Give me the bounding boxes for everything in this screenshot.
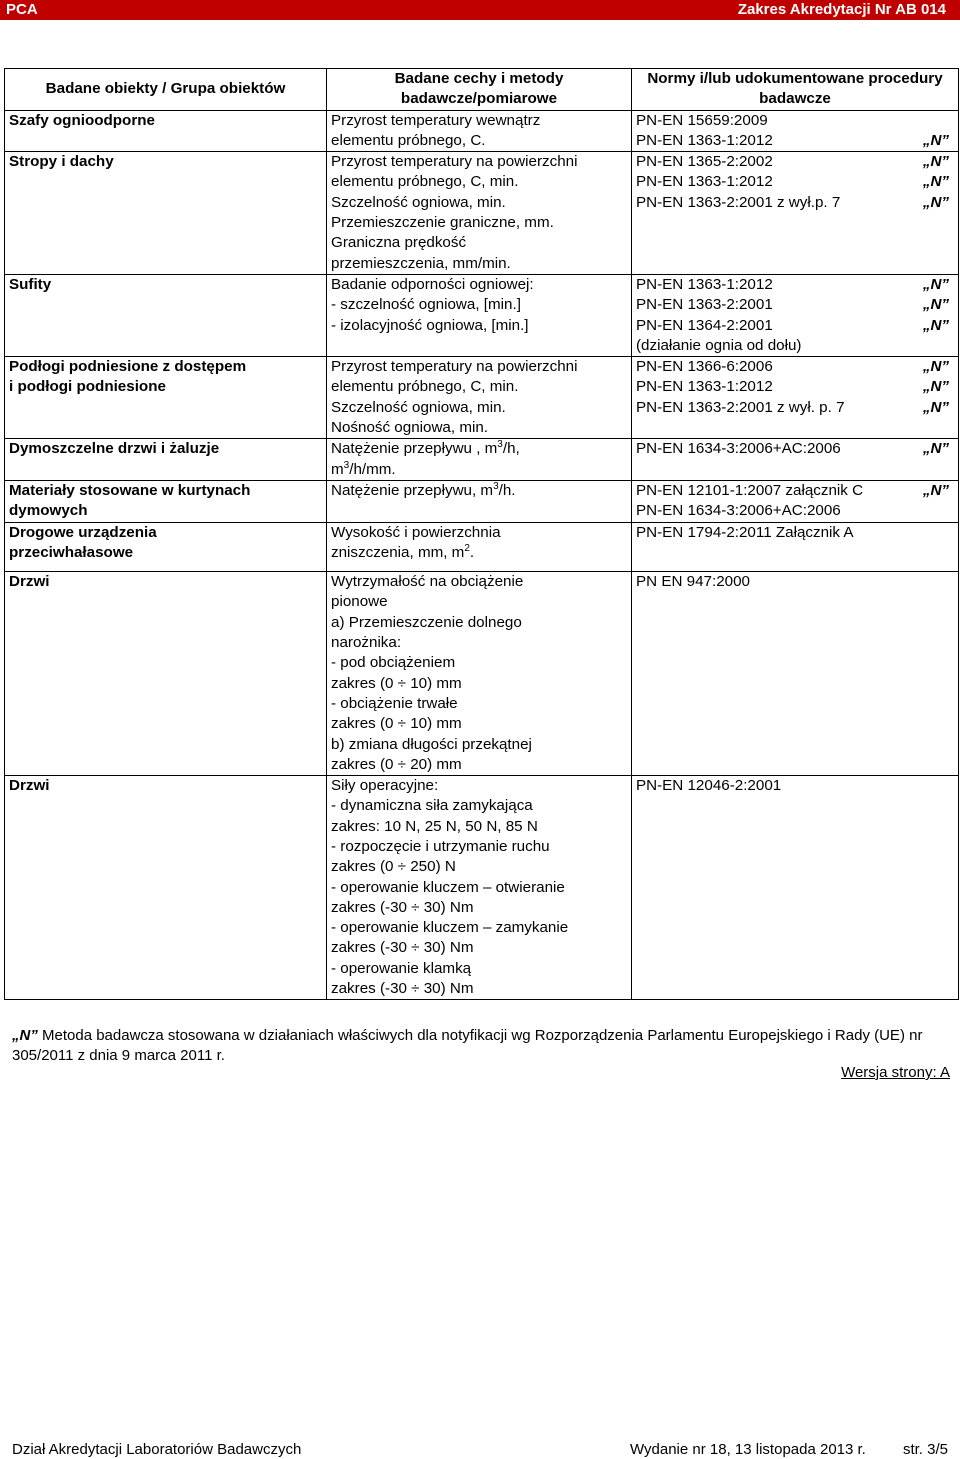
method-text: Przyrost temperatury na powierzchni xyxy=(331,358,578,376)
table-row xyxy=(5,480,959,522)
object-cell xyxy=(5,439,327,481)
norm-text: PN-EN 1363-1:2012 xyxy=(636,173,773,191)
notification-mark: „N” xyxy=(922,131,949,149)
method-text: - operowanie kluczem – otwieranie xyxy=(331,878,565,896)
methods-cell xyxy=(327,357,632,439)
notification-mark: „N” xyxy=(922,193,949,211)
method-text-part: /h. xyxy=(498,481,516,499)
norm-entry xyxy=(636,316,955,336)
object-cell xyxy=(5,572,327,776)
norm-entry xyxy=(636,776,955,796)
object-text: Szafy ognioodporne xyxy=(9,111,155,129)
method-text: Przemieszczenie graniczne, mm. xyxy=(331,214,554,232)
notification-mark: „N” xyxy=(922,316,949,334)
norm-text: PN-EN 1363-2:2001 xyxy=(636,296,773,314)
norms-cell xyxy=(632,357,959,439)
method-text: Przyrost temperatury na powierzchni xyxy=(331,153,578,171)
methods-cell xyxy=(327,522,632,572)
method-text: Wytrzymałość na obciążenie xyxy=(331,573,524,591)
method-text: Przyrost temperatury wewnątrz xyxy=(331,111,541,129)
method-text-part: Natężenie przepływu , m xyxy=(331,440,498,458)
method-text: - obciążenie trwałe xyxy=(331,694,458,712)
notification-mark: „N” xyxy=(922,296,949,314)
method-text: elementu próbnego, C, min. xyxy=(331,378,519,396)
table-header-row xyxy=(5,69,959,111)
object-cell xyxy=(5,776,327,1000)
object-cell xyxy=(5,522,327,572)
object-text: przeciwhałasowe xyxy=(9,543,134,561)
method-text: - operowanie kluczem – zamykanie xyxy=(331,919,569,937)
footnote-mark: „N” xyxy=(12,1027,38,1044)
notification-mark xyxy=(949,336,955,356)
method-text: Szczelność ogniowa, min. xyxy=(331,193,506,211)
norm-text: PN-EN 12101-1:2007 załącznik C xyxy=(636,481,864,499)
method-text: przemieszczenia, mm/min. xyxy=(331,254,511,272)
norm-text: PN-EN 1363-1:2012 xyxy=(636,131,773,149)
norm-entry xyxy=(636,523,955,543)
page-version: Wersja strony: A xyxy=(841,1064,950,1081)
object-text: Podłogi podniesione z dostępem xyxy=(9,358,247,376)
norm-text: PN-EN 1363-2:2001 z wył.p. 7 xyxy=(636,193,841,211)
norm-text: PN-EN 1634-3:2006+AC:2006 xyxy=(636,502,841,520)
notification-mark: „N” xyxy=(922,275,949,293)
norm-text: PN-EN 15659:2009 xyxy=(636,111,768,129)
norm-entry xyxy=(636,131,955,151)
norm-entry xyxy=(636,336,955,356)
method-text: zakres (0 ÷ 250) N xyxy=(331,858,456,876)
method-text-part: . xyxy=(469,543,475,561)
method-text: zakres (-30 ÷ 30) Nm xyxy=(331,939,474,957)
methods-cell xyxy=(327,439,632,481)
table-row xyxy=(5,110,959,152)
object-text: Drogowe urządzenia xyxy=(9,523,157,541)
table-row xyxy=(5,776,959,1000)
object-text: Drzwi xyxy=(9,573,50,591)
notification-mark: „N” xyxy=(922,358,949,376)
notification-mark: „N” xyxy=(922,481,949,499)
norms-cell xyxy=(632,274,959,356)
method-text-part: Wysokość i powierzchnia xyxy=(331,523,501,541)
method-text: zakres: 10 N, 25 N, 50 N, 85 N xyxy=(331,817,538,835)
table-row xyxy=(5,357,959,439)
footer-edition: Wydanie nr 18, 13 listopada 2013 r. xyxy=(630,1441,866,1458)
table-row xyxy=(5,572,959,776)
column-header-methods: Badane cechy i metody badawcze/pomiarowe xyxy=(327,69,632,111)
notification-mark: „N” xyxy=(922,173,949,191)
table-row xyxy=(5,522,959,572)
method-text: a) Przemieszczenie dolnego xyxy=(331,613,522,631)
norm-text: PN EN 947:2000 xyxy=(636,573,750,591)
header-title: Zakres Akredytacji Nr AB 014 xyxy=(737,1,946,18)
norm-text: (działanie ognia od dołu) xyxy=(636,336,802,354)
method-text-part: /h, xyxy=(502,440,520,458)
methods-cell xyxy=(327,776,632,1000)
methods-cell xyxy=(327,110,632,152)
footer-department: Dział Akredytacji Laboratoriów Badawczych xyxy=(12,1441,302,1458)
method-text: zakres (0 ÷ 10) mm xyxy=(331,674,462,692)
norm-entry xyxy=(636,295,955,315)
norms-cell xyxy=(632,152,959,275)
method-text: elementu próbnego, C. xyxy=(331,131,486,149)
footnote-text: Metoda badawcza stosowana w działaniach właściwych dla notyfikacji wg Rozporządzenia Parlamentu Europejskiego i Rady (UE) nr 305/2011 z dnia 9 marca 2011 r. xyxy=(12,1027,923,1064)
object-text: Sufity xyxy=(9,275,52,293)
norm-entry xyxy=(636,481,955,501)
object-cell xyxy=(5,480,327,522)
object-cell xyxy=(5,152,327,275)
accreditation-table xyxy=(4,68,959,1000)
method-text: zakres (-30 ÷ 30) Nm xyxy=(331,898,474,916)
method-text: Nośność ogniowa, min. xyxy=(331,419,489,437)
method-text-part: zniszczenia, mm, m xyxy=(331,543,465,561)
method-text xyxy=(331,543,628,563)
footnote xyxy=(12,1026,952,1066)
object-cell xyxy=(5,357,327,439)
methods-cell xyxy=(327,152,632,275)
method-text-part: Natężenie przepływu, m xyxy=(331,481,494,499)
notification-mark xyxy=(949,523,955,543)
method-superscript: 3 xyxy=(497,439,503,451)
notification-mark: „N” xyxy=(922,378,949,396)
method-text: Graniczna prędkość xyxy=(331,234,467,252)
norm-entry xyxy=(636,439,955,459)
method-text xyxy=(331,439,628,459)
norms-cell xyxy=(632,776,959,1000)
object-cell xyxy=(5,274,327,356)
method-text: zakres (0 ÷ 20) mm xyxy=(331,755,462,773)
notification-mark: „N” xyxy=(922,440,949,458)
norm-text: PN-EN 12046-2:2001 xyxy=(636,777,782,795)
norm-text: PN-EN 1634-3:2006+AC:2006 xyxy=(636,440,841,458)
method-text: b) zmiana długości przekątnej xyxy=(331,735,532,753)
object-text: Drzwi xyxy=(9,777,50,795)
method-text xyxy=(331,481,628,501)
method-text: - dynamiczna siła zamykająca xyxy=(331,797,533,815)
method-text: narożnika: xyxy=(331,634,402,652)
method-superscript: 3 xyxy=(343,459,350,471)
method-text: zakres (0 ÷ 10) mm xyxy=(331,715,462,733)
method-text: elementu próbnego, C, min. xyxy=(331,173,519,191)
method-text xyxy=(331,460,628,480)
norm-entry xyxy=(636,357,955,377)
norm-text: PN-EN 1364-2:2001 xyxy=(636,316,773,334)
norm-entry xyxy=(636,152,955,172)
norm-text: PN-EN 1363-1:2012 xyxy=(636,378,773,396)
norms-cell xyxy=(632,522,959,572)
object-cell xyxy=(5,110,327,152)
norm-entry xyxy=(636,172,955,192)
methods-cell xyxy=(327,480,632,522)
norms-cell xyxy=(632,110,959,152)
table-row xyxy=(5,152,959,275)
norms-cell xyxy=(632,439,959,481)
norm-text: PN-EN 1794-2:2011 Załącznik A xyxy=(636,523,854,541)
method-text: - operowanie klamką xyxy=(331,959,472,977)
method-text: Szczelność ogniowa, min. xyxy=(331,398,506,416)
notification-mark xyxy=(949,776,955,796)
method-text-part: /h/mm. xyxy=(349,460,396,478)
column-header-objects: Badane obiekty / Grupa obiektów xyxy=(5,69,327,111)
norm-text: PN-EN 1363-2:2001 z wył. p. 7 xyxy=(636,398,845,416)
footer-page-number: str. 3/5 xyxy=(902,1441,948,1458)
object-text: Dymoszczelne drzwi i żaluzje xyxy=(9,440,220,458)
norm-entry xyxy=(636,501,955,521)
norm-entry xyxy=(636,398,955,418)
notification-mark: „N” xyxy=(922,398,949,416)
object-text: i podłogi podniesione xyxy=(9,378,166,396)
object-text: Materiały stosowane w kurtynach xyxy=(9,481,251,499)
column-header-norms: Normy i/lub udokumentowane procedury badawcze xyxy=(632,69,959,111)
method-text: zakres (-30 ÷ 30) Nm xyxy=(331,980,474,998)
norms-cell xyxy=(632,572,959,776)
method-text: Siły operacyjne: xyxy=(331,777,439,795)
norm-entry xyxy=(636,377,955,397)
header-organization: PCA xyxy=(6,1,38,18)
norm-text: PN-EN 1365-2:2002 xyxy=(636,153,773,171)
table-row xyxy=(5,439,959,481)
norm-entry xyxy=(636,572,955,592)
norm-text: PN-EN 1363-1:2012 xyxy=(636,275,773,293)
norm-entry xyxy=(636,111,955,131)
notification-mark: „N” xyxy=(922,153,949,171)
table-row xyxy=(5,274,959,356)
methods-cell xyxy=(327,274,632,356)
method-text xyxy=(331,523,628,543)
notification-mark xyxy=(949,501,955,521)
object-text: Stropy i dachy xyxy=(9,153,114,171)
object-text: dymowych xyxy=(9,502,88,520)
methods-cell xyxy=(327,572,632,776)
method-text: - izolacyjność ogniowa, [min.] xyxy=(331,316,529,334)
notification-mark xyxy=(949,111,955,131)
method-text: - rozpoczęcie i utrzymanie ruchu xyxy=(331,837,550,855)
method-text: Badanie odporności ogniowej: xyxy=(331,275,534,293)
norm-text: PN-EN 1366-6:2006 xyxy=(636,358,773,376)
method-text: - pod obciążeniem xyxy=(331,654,456,672)
norm-entry xyxy=(636,275,955,295)
method-superscript: 3 xyxy=(493,480,499,492)
document-header xyxy=(0,0,960,20)
method-text: - szczelność ogniowa, [min.] xyxy=(331,296,521,314)
method-superscript: 2 xyxy=(464,542,470,554)
norms-cell xyxy=(632,480,959,522)
notification-mark xyxy=(949,572,955,592)
method-text-part: m xyxy=(331,460,344,478)
method-text: pionowe xyxy=(331,593,388,611)
norm-entry xyxy=(636,193,955,213)
